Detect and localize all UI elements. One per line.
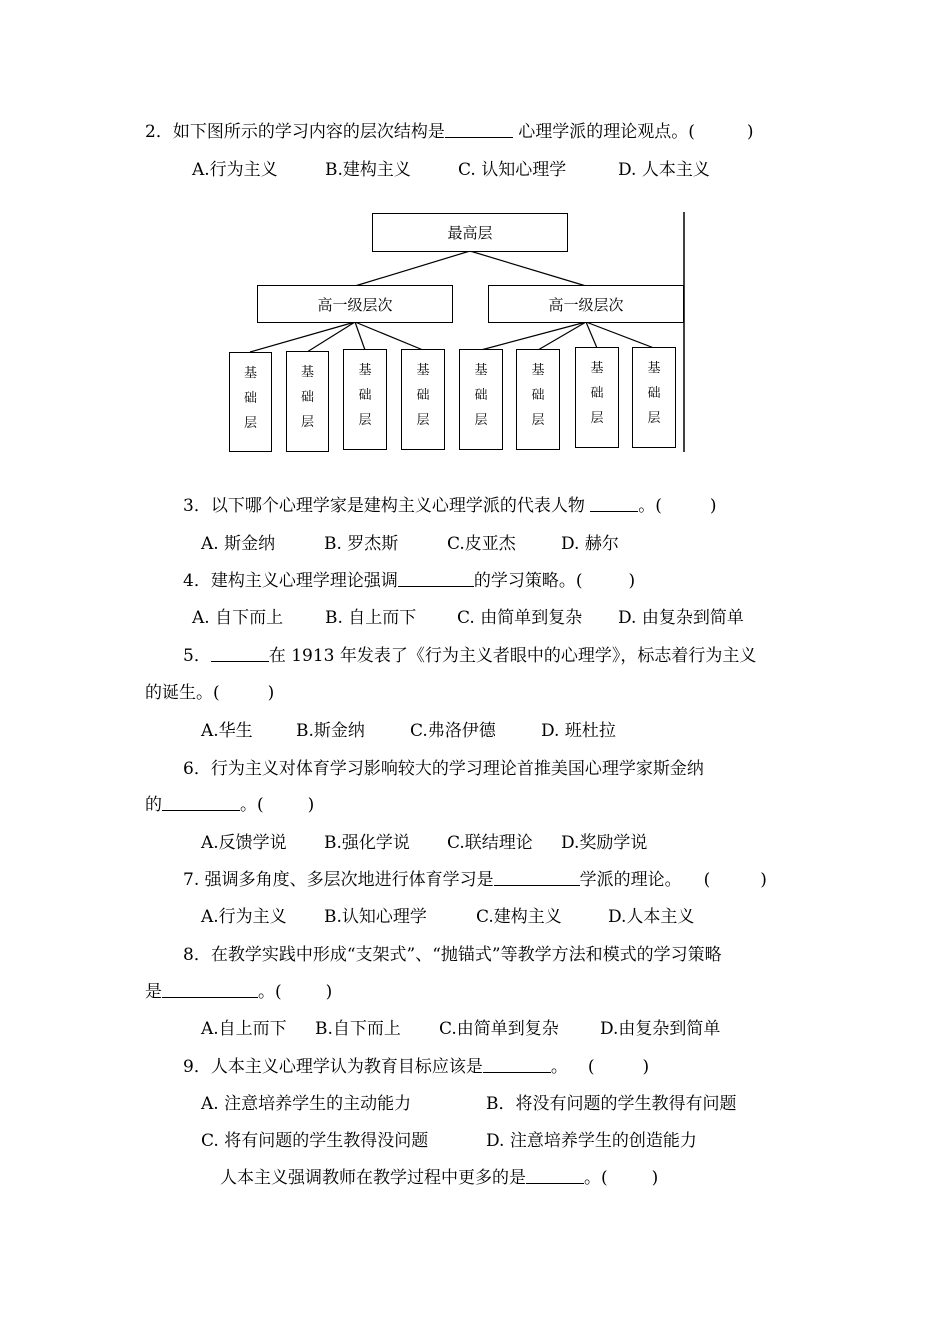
option-b[interactable]: B.斯金纳 <box>296 721 365 741</box>
option-b[interactable]: B.强化学说 <box>324 833 410 853</box>
option-b[interactable]: B. 罗杰斯 <box>324 534 399 554</box>
option-d[interactable]: D.由复杂到简单 <box>600 1019 721 1039</box>
base-level-box: 基 础 层 <box>343 349 387 450</box>
answer-blank[interactable] <box>590 495 638 512</box>
question-2: 2．如下图所示的学习内容的层次结构是 心理学派的理论观点。( ) <box>145 122 754 142</box>
base-level-box: 基 础 层 <box>229 352 272 452</box>
top-level-box: 最高层 <box>372 213 568 252</box>
question-3: 3．以下哪个心理学家是建构主义心理学派的代表人物 。( ) <box>183 496 717 516</box>
base-level-box: 基 础 层 <box>516 349 560 450</box>
higher-level-box-left: 高一级层次 <box>257 285 453 323</box>
option-a[interactable]: A.行为主义 <box>201 907 287 927</box>
option-d[interactable]: D. 人本主义 <box>618 160 710 180</box>
question-10: 人本主义强调教师在教学过程中更多的是 。( ) <box>220 1168 659 1188</box>
question-6: 6．行为主义对体育学习影响较大的学习理论首推美国心理学家斯金纳 <box>183 759 704 779</box>
base-level-box: 基 础 层 <box>286 351 329 452</box>
answer-blank[interactable] <box>526 1167 584 1184</box>
option-a[interactable]: A. 自下而上 <box>192 608 284 628</box>
base-level-box: 基 础 层 <box>632 347 676 448</box>
option-d[interactable]: D. 班杜拉 <box>541 721 616 741</box>
option-d[interactable]: D.人本主义 <box>608 907 695 927</box>
option-a[interactable]: A.反馈学说 <box>201 833 287 853</box>
option-a[interactable]: A. 注意培养学生的主动能力 <box>201 1094 412 1114</box>
option-a[interactable]: A. 斯金纳 <box>201 534 276 554</box>
option-a[interactable]: A.华生 <box>201 721 253 741</box>
higher-level-box-right: 高一级层次 <box>488 285 684 323</box>
option-d[interactable]: D. 赫尔 <box>561 534 619 554</box>
option-d[interactable]: D.奖励学说 <box>561 833 648 853</box>
answer-blank[interactable] <box>211 645 269 662</box>
option-b[interactable]: B.建构主义 <box>325 160 411 180</box>
option-c[interactable]: C.联结理论 <box>447 833 533 853</box>
question-6-options <box>201 832 647 854</box>
option-c[interactable]: C.弗洛伊德 <box>410 721 496 741</box>
option-b[interactable]: B．将没有问题的学生教得有问题 <box>486 1094 737 1114</box>
option-c[interactable]: C.皮亚杰 <box>447 534 516 554</box>
option-b[interactable]: B.自下而上 <box>315 1019 401 1039</box>
option-c[interactable]: C.由简单到复杂 <box>439 1019 559 1039</box>
question-7-options <box>201 906 694 928</box>
option-a[interactable]: A.自上而下 <box>201 1019 287 1039</box>
answer-blank[interactable] <box>398 570 474 587</box>
base-level-box: 基 础 层 <box>459 349 503 450</box>
answer-blank[interactable] <box>162 794 240 811</box>
question-7: 7. 强调多角度、多层次地进行体育学习是 学派的理论。 ( ) <box>183 870 767 890</box>
answer-blank[interactable] <box>483 1056 551 1073</box>
question-5: 5． 在 1913 年发表了《行为主义者眼中的心理学》，标志着行为主义 <box>183 646 757 666</box>
question-9-options-row-1 <box>201 1093 737 1115</box>
answer-blank[interactable] <box>494 869 580 886</box>
option-c[interactable]: C. 由简单到复杂 <box>457 608 583 628</box>
question-9: 9．人本主义心理学认为教育目标应该是 。 ( ) <box>183 1057 650 1077</box>
question-4: 4．建构主义心理学理论强调 的学习策略。( ) <box>183 571 636 591</box>
option-c[interactable]: C. 将有问题的学生教得没问题 <box>201 1131 429 1151</box>
option-c[interactable]: C. 认知心理学 <box>458 160 567 180</box>
question-8-options <box>201 1018 720 1040</box>
question-3-options <box>201 533 619 555</box>
question-8-line-2: 是 。( ) <box>145 982 333 1002</box>
question-8: 8．在教学实践中形成“支架式”、“抛锚式”等教学方法和模式的学习策略 <box>183 945 722 965</box>
option-c[interactable]: C.建构主义 <box>476 907 562 927</box>
option-b[interactable]: B.认知心理学 <box>324 907 427 927</box>
option-d[interactable]: D. 注意培养学生的创造能力 <box>486 1131 697 1151</box>
answer-blank[interactable] <box>162 981 258 998</box>
option-a[interactable]: A.行为主义 <box>192 160 278 180</box>
question-4-options <box>192 607 744 629</box>
question-6-line-2: 的 。( ) <box>145 795 315 815</box>
option-d[interactable]: D. 由复杂到简单 <box>618 608 744 628</box>
question-9-options-row-2 <box>201 1130 697 1152</box>
question-5-options <box>201 720 616 742</box>
option-b[interactable]: B. 自上而下 <box>325 608 417 628</box>
base-level-box: 基 础 层 <box>401 349 445 450</box>
question-5-line-2: 的诞生。( ) <box>145 683 275 703</box>
base-level-box: 基 础 层 <box>575 347 619 448</box>
